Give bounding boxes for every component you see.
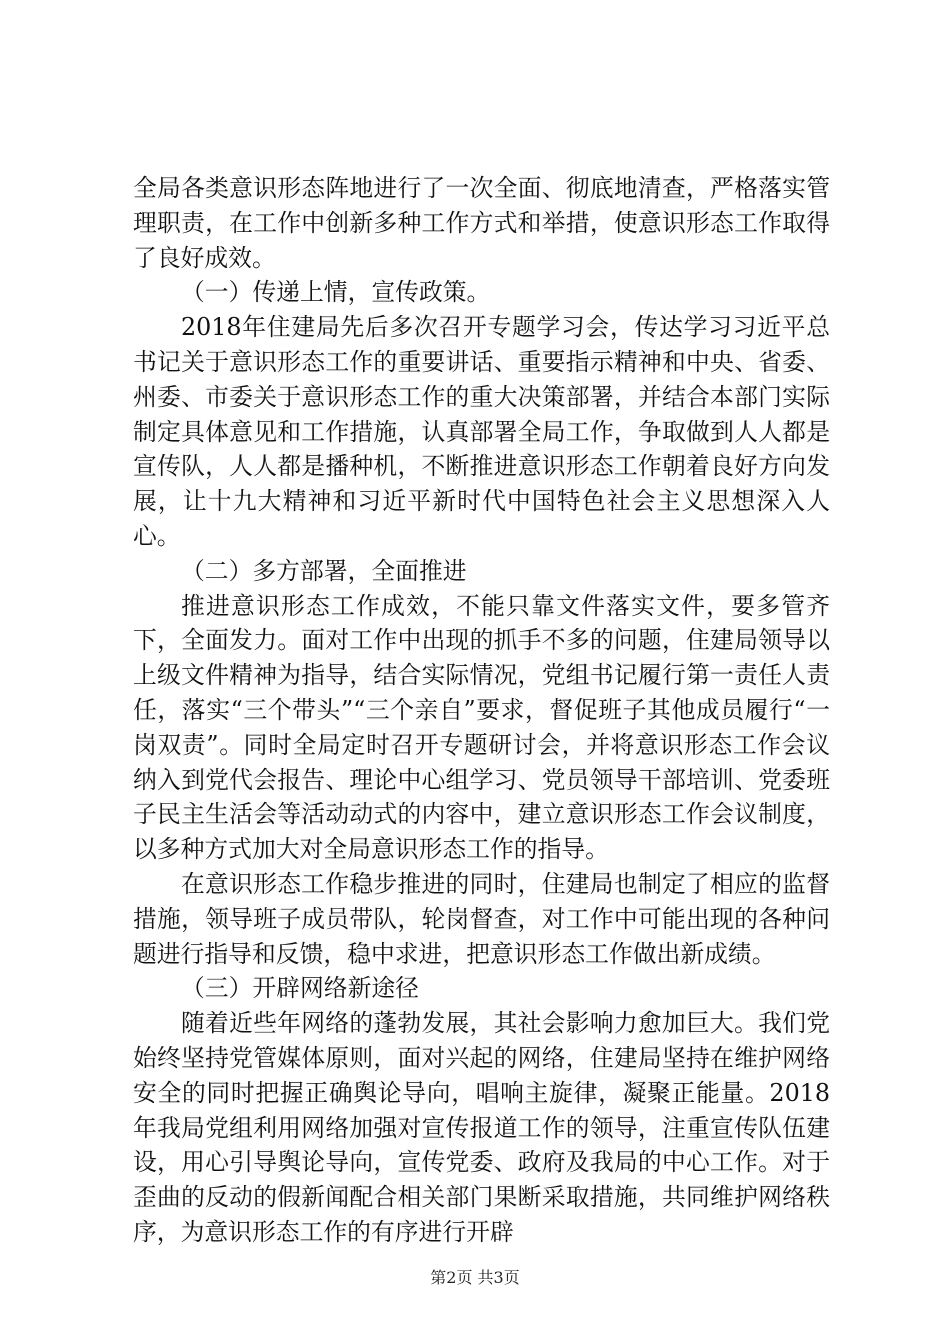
page-number-footer: 第2页 共3页 [430,1268,520,1287]
document-body [133,171,830,1250]
paragraph-body: 在意识形态工作稳步推进的同时，住建局也制定了相应的监督措施，领导班子成员带队，轮岗督查，对工作中可能出现的各种问题进行指导和反馈，稳中求进，把意识形态工作做出新成绩。 [133,869,830,968]
section-heading-3: （三）开辟网络新途径 [181,974,419,1003]
paragraph-body: 推进意识形态工作成效，不能只靠文件落实文件，要多管齐下，全面发力。面对工作中出现的抓手不多的问题，住建局领导以上级文件精神为指导，结合实际情况，党组书记履行第一责任人责任，落实“三个带头”“三个亲自”要求，督促班子其他成员履行“一岗双责”。同时全局定时召开专题研讨会，并将意识形态工作会议纳入到党代会报告、理论中心组学习、党员领导干部培训、党委班子民主生活会等活动动式的内容中，建立意识形态工作会议制度，以多种方式加大对全局意识形态工作的指导。 [133,591,830,864]
section-heading-2: （二）多方部署，全面推进 [181,556,467,585]
section-heading-1: （一）传递上情，宣传政策。 [181,278,491,307]
paragraph-body: 2018年住建局先后多次召开专题学习会，传达学习习近平总书记关于意识形态工作的重要讲话、重要指示精神和中央、省委、州委、市委关于意识形态工作的重大决策部署，并结合本部门实际制定具体意见和工作措施，认真部署全局工作，争取做到人人都是宣传队，人人都是播种机，不断推进意识形态工作朝着良好方向发展，让十九大精神和习近平新时代中国特色社会主义思想深入人心。 [133,313,830,550]
paragraph-continuation: 全局各类意识形态阵地进行了一次全面、彻底地清查，严格落实管理职责，在工作中创新多种工作方式和举措，使意识形态工作取得了良好成效。 [133,174,830,272]
paragraph-body: 随着近些年网络的蓬勃发展，其社会影响力愈加巨大。我们党始终坚持党管媒体原则，面对兴起的网络，住建局坚持在维护网络安全的同时把握正确舆论导向，唱响主旋律，凝聚正能量。2018年我局党组利用网络加强对宣传报道工作的领导，注重宣传队伍建设，用心引导舆论导向，宣传党委、政府及我局的中心工作。对于歪曲的反动的假新闻配合相关部门果断采取措施，共同维护网络秩序，为意识形态工作的有序进行开辟 [133,1009,830,1246]
